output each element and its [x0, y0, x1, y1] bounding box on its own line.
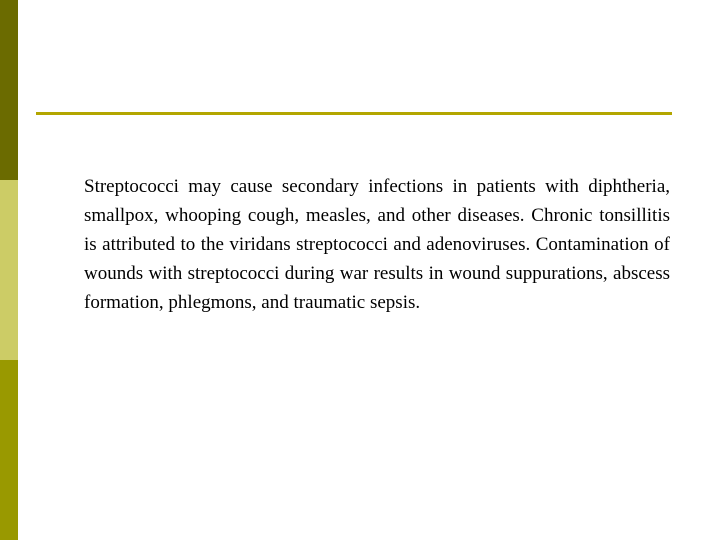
side-bar-middle: [0, 180, 18, 360]
side-bar-top: [0, 0, 18, 180]
title-divider-rule: [36, 112, 672, 115]
side-bar-bottom: [0, 360, 18, 540]
slide-body-text: Streptococci may cause secondary infections in patients with diphtheria, smallpox, whooping cough, measles, and other diseases. Chronic tonsillitis is attributed to the viridans streptococci and adenoviruses. Contamination of wounds with streptococci during war results in wound suppurations, abscess formation, phlegmons, and traumatic sepsis.: [84, 176, 670, 313]
